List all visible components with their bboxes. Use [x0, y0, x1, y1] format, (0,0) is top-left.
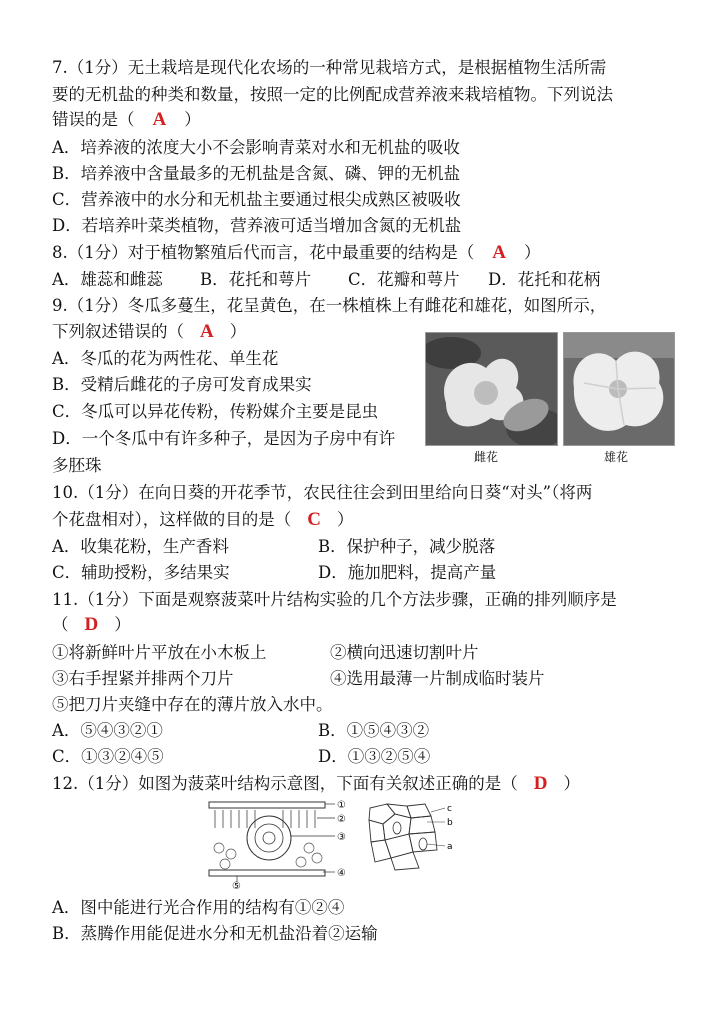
q11-stem-line2: [52, 615, 131, 635]
q9-option-a: A．冬瓜的花为两性花、单生花: [52, 349, 279, 368]
q9-close: ）: [229, 322, 247, 341]
q12-option-b: B．蒸腾作用能促进水分和无机盐沿着②运输: [52, 924, 378, 943]
q10-stem-end: 个花盘相对），这样做的目的是（: [52, 510, 292, 529]
q11-option-d: D．①③②⑤④: [318, 747, 431, 766]
q10-option-c: C．辅助授粉，多结果实: [52, 563, 230, 582]
q8-stem: [52, 243, 540, 263]
q11-step-4: ④选用最薄一片制成临时装片: [330, 669, 545, 688]
q11-step-2: ②横向迅速切割叶片: [330, 643, 479, 662]
q9-option-c: C．冬瓜可以异花传粉，传粉媒介主要是昆虫: [52, 402, 379, 421]
q10-answer: C: [307, 509, 321, 530]
male-flower-caption: 雄花: [604, 450, 629, 464]
q9-answer: A: [200, 321, 214, 342]
q10-stem-line2: [52, 510, 353, 530]
q12-stem-text: 12.（1分）如图为菠菜叶结构示意图，下面有关叙述正确的是（: [52, 774, 518, 793]
q9-stem-end: 下列叙述错误的（: [52, 322, 184, 341]
q10-option-d: D．施加肥料，提高产量: [318, 563, 497, 582]
q9-stem-line1: 9.（1分）冬瓜多蔓生，花呈黄色，在一株植株上有雌花和雄花，如图所示，: [52, 296, 607, 315]
q8-option-d: D．花托和花柄: [488, 270, 601, 289]
q11-answer: D: [84, 614, 99, 635]
q11-option-a: A．⑤④③②①: [52, 721, 163, 740]
q12-option-a: A．图中能进行光合作用的结构有①②④: [52, 898, 345, 917]
q11-open: （: [52, 615, 69, 634]
q12-answer: D: [533, 773, 548, 794]
q10-option-b: B．保护种子，减少脱落: [318, 537, 496, 556]
diagram-label-2: ②: [337, 814, 346, 825]
diagram-label-3: ③: [337, 832, 346, 843]
q10-stem-line1: 10.（1分）在向日葵的开花季节，农民往往会到田里给向日葵“对头”（将两: [52, 483, 593, 502]
q7-close: ）: [184, 110, 201, 129]
q8-close: ）: [523, 243, 541, 262]
q10-option-a: A．收集花粉，生产香料: [52, 537, 229, 556]
q9-option-b: B．受精后雌花的子房可发育成果实: [52, 375, 312, 394]
q9-option-d-cont: 多胚珠: [52, 456, 102, 475]
female-flower-caption: 雌花: [474, 450, 499, 464]
q7-stem-end: 错误的是（: [52, 110, 135, 129]
q8-stem-text: 8.（1分）对于植物繁殖后代而言，花中最重要的结构是（: [52, 243, 475, 262]
diagram-label-4: ④: [337, 868, 346, 879]
q8-answer: A: [492, 242, 506, 263]
q11-step-5: ⑤把刀片夹缝中存在的薄片放入水中。: [52, 695, 333, 714]
female-flower-photo: [425, 332, 558, 446]
q8-option-b: B．花托和萼片: [200, 270, 312, 289]
q7-stem-line2: 要的无机盐的种类和数量，按照一定的比例配成营养液来栽培植物。下列说法: [52, 85, 613, 104]
cell-label-a: a: [447, 842, 453, 852]
q11-step-3: ③右手捏紧并排两个刀片: [52, 669, 234, 688]
female-flower-image: [426, 333, 557, 445]
q7-option-c: C．营养液中的水分和无机盐主要通过根尖成熟区被吸收: [52, 190, 461, 209]
q10-close: ）: [336, 510, 354, 529]
q9-option-d: D．一个冬瓜中有许多种子，是因为子房中有许: [52, 429, 396, 448]
q11-step-1: ①将新鲜叶片平放在小木板上: [52, 643, 267, 662]
q11-stem-line1: 11.（1分）下面是观察菠菜叶片结构实验的几个方法步骤，正确的排列顺序是: [52, 590, 617, 609]
q12-close: ）: [563, 774, 580, 793]
q7-option-b: B．培养液中含量最多的无机盐是含氮、磷、钾的无机盐: [52, 164, 461, 183]
q7-stem-line3: [52, 110, 201, 130]
q11-option-c: C．①③②④⑤: [52, 747, 164, 766]
q11-option-b: B．①⑤④③②: [318, 721, 430, 740]
q7-option-d: D．若培养叶菜类植物，营养液可适当增加含氮的无机盐: [52, 216, 462, 235]
diagram-label-1: ①: [337, 800, 346, 811]
q8-option-c: C．花瓣和萼片: [348, 270, 460, 289]
cell-label-c: c: [447, 804, 452, 814]
leaf-cross-section-diagram: [205, 798, 355, 890]
q7-option-a: A．培养液的浓度大小不会影响青菜对水和无机盐的吸收: [52, 138, 460, 157]
q7-stem-line1: 7.（1分）无土栽培是现代化农场的一种常见栽培方式，是根据植物生活所需: [52, 58, 607, 77]
q8-option-a: A．雄蕊和雌蕊: [52, 270, 163, 289]
epidermis-cell-diagram: [365, 800, 475, 875]
q7-answer: A: [152, 109, 167, 130]
diagram-label-5: ⑤: [232, 881, 241, 890]
male-flower-image: [564, 333, 674, 445]
q11-close: ）: [114, 615, 131, 634]
cell-label-b: b: [447, 818, 453, 828]
q9-stem-line2: [52, 322, 246, 342]
male-flower-photo: [563, 332, 675, 446]
q12-stem: [52, 774, 580, 794]
